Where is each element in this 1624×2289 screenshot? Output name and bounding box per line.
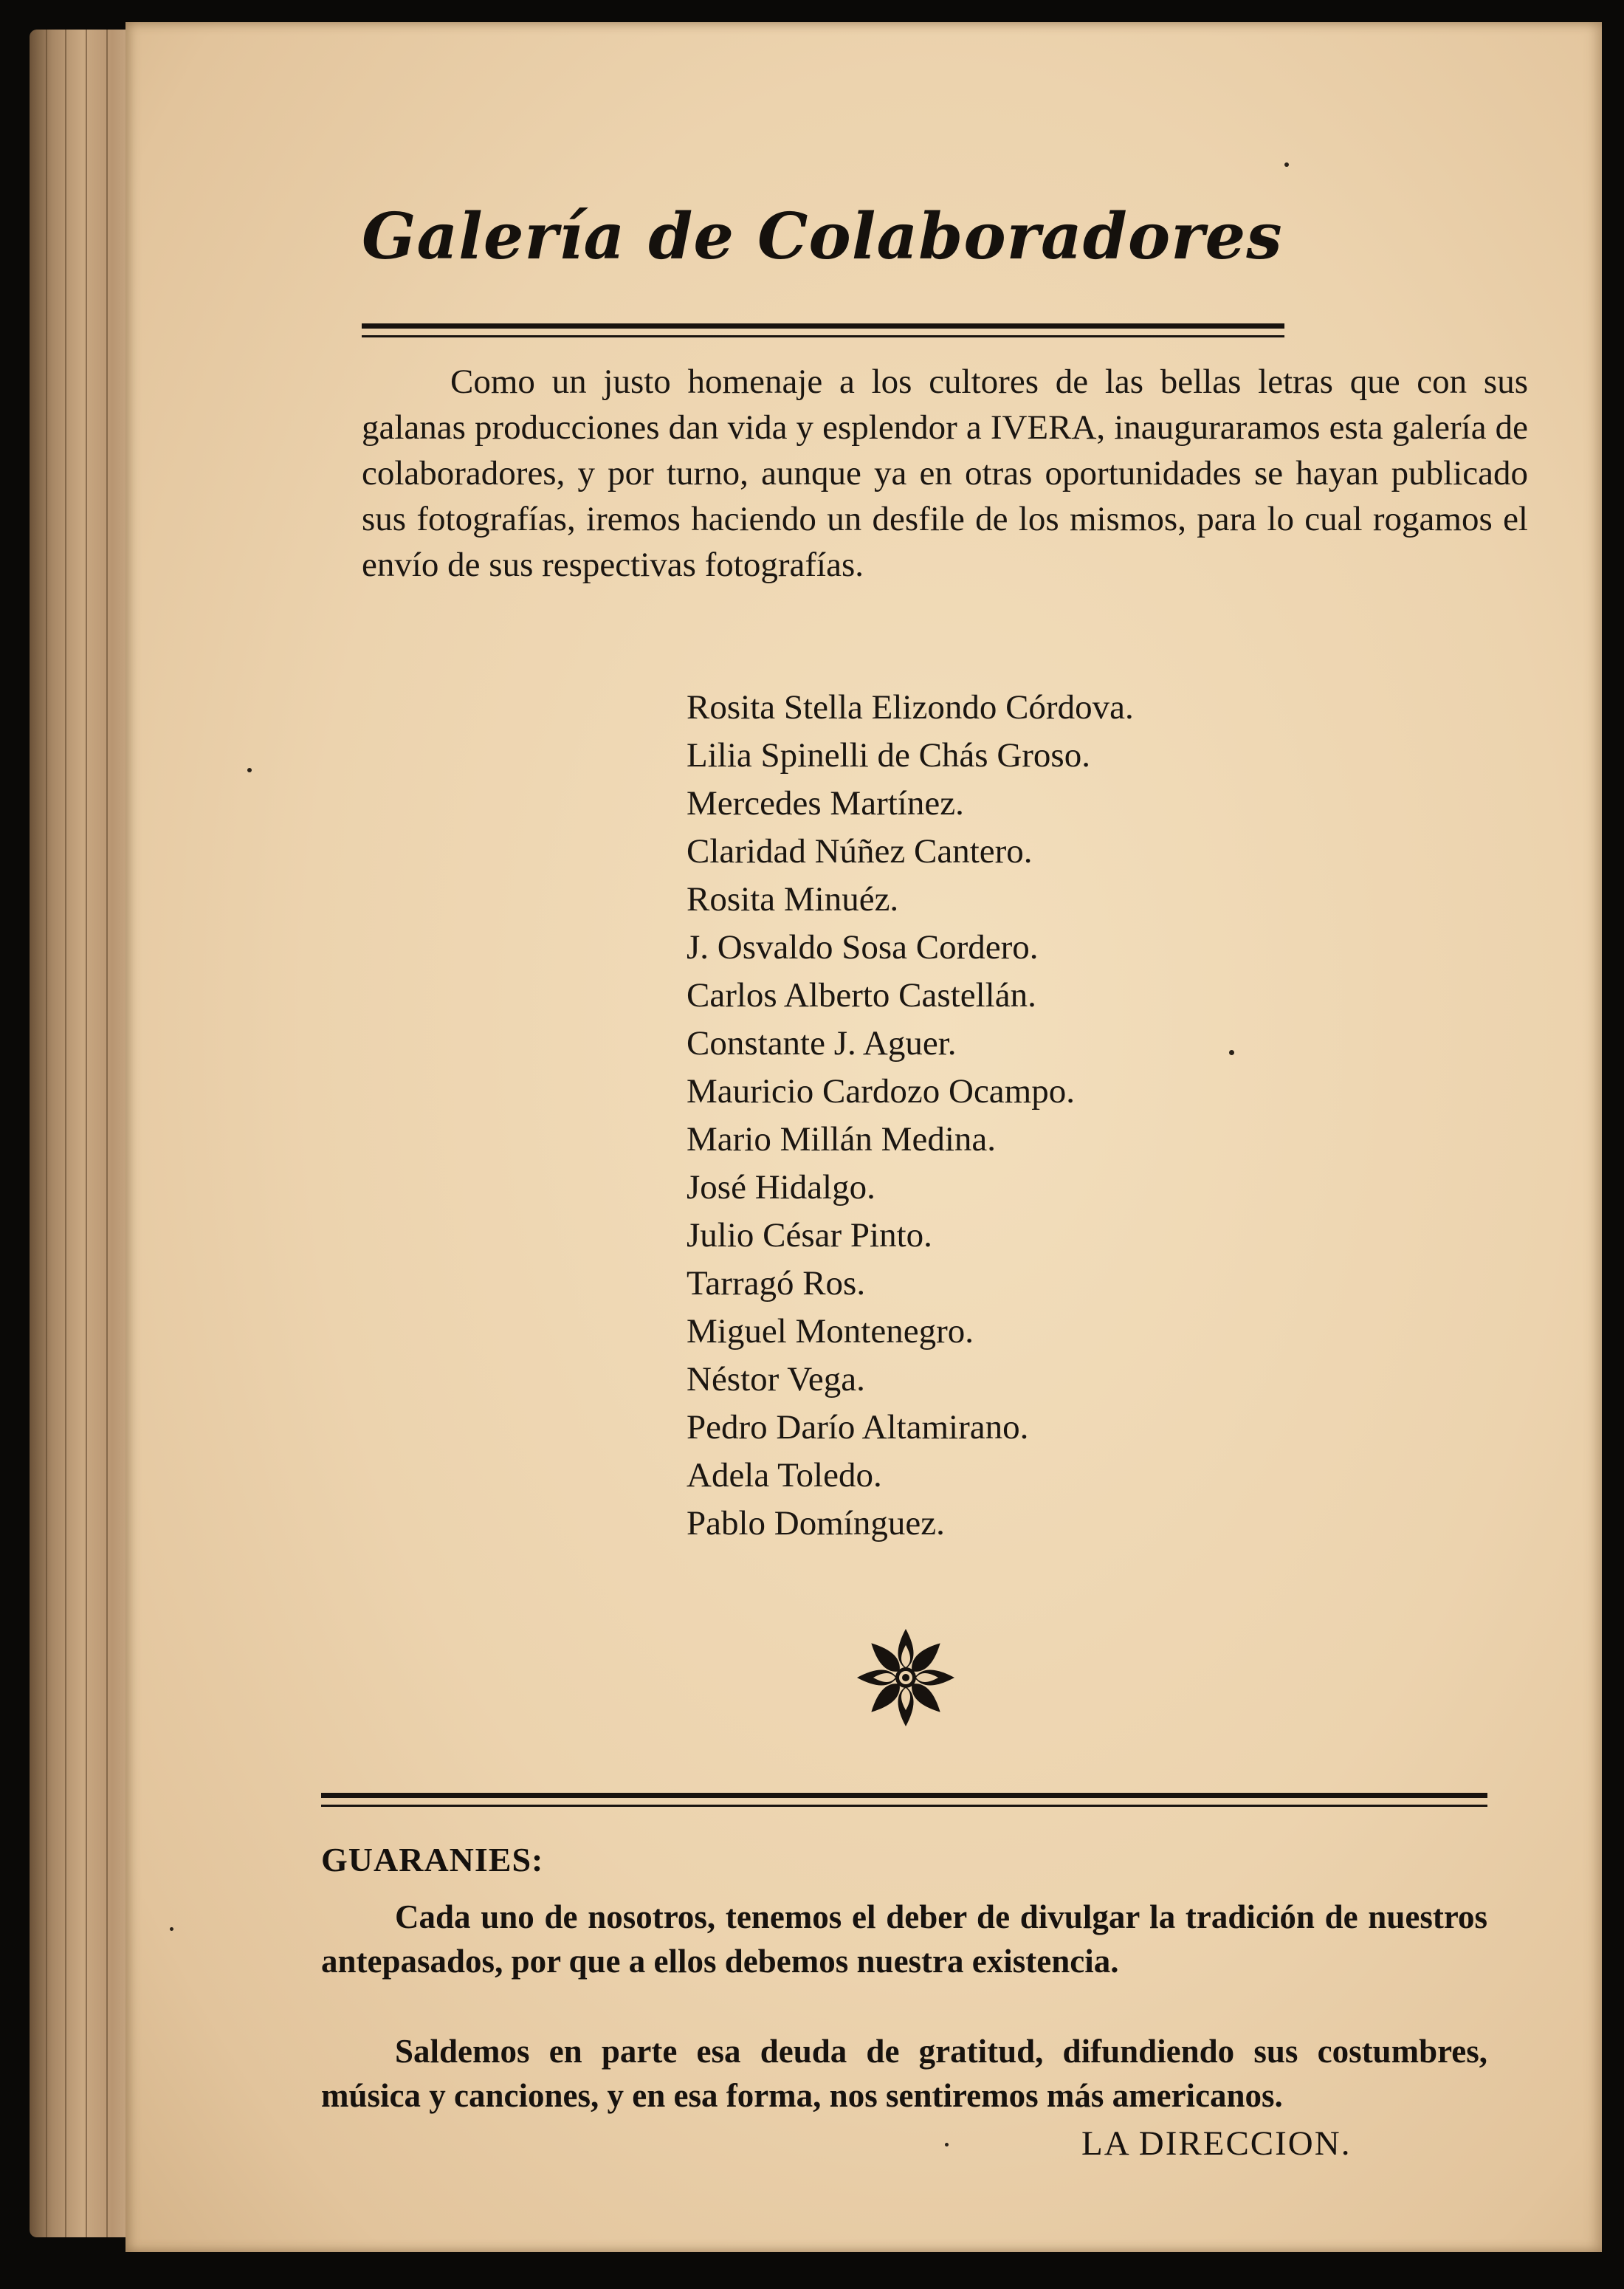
collaborator-name: Néstor Vega. [687,1360,865,1399]
paper-speck [1229,1050,1234,1055]
collaborator-name: José Hidalgo. [687,1168,875,1207]
paper-speck [1284,162,1289,167]
page-edge-line [86,30,87,2237]
title-rule-thin [362,335,1284,337]
collaborator-name: J. Osvaldo Sosa Cordero. [687,928,1039,967]
collaborator-name: Pedro Darío Altamirano. [687,1408,1029,1447]
page-title: Galería de Colaboradores [362,199,1283,274]
collaborator-name: Mauricio Cardozo Ocampo. [687,1072,1075,1111]
flower-ornament-icon [854,1626,957,1729]
collaborator-name: Rosita Stella Elizondo Córdova. [687,688,1134,727]
page-edge-line [46,30,47,2237]
paper-speck [247,768,252,772]
paper-speck [170,1927,173,1931]
notice-heading: GUARANIES: [321,1841,544,1878]
section-rule-thin [321,1805,1487,1807]
page-edge-line [106,30,108,2237]
title-rule-thick [362,323,1284,329]
collaborator-name: Pablo Domínguez. [687,1504,945,1542]
page-edge-line [65,30,66,2237]
collaborator-name: Adela Toledo. [687,1456,882,1494]
collaborator-name: Tarragó Ros. [687,1264,866,1303]
signature: LA DIRECCION. [1081,2124,1352,2163]
collaborator-name: Julio César Pinto. [687,1216,932,1255]
notice-paragraph-2: Saldemos en parte esa deuda de gratitud, difundiendo sus costumbres, música y canciones, y en esa forma, nos sentiremos más americanos. [321,2033,1487,2114]
collaborator-name: Mercedes Martínez. [687,784,964,823]
collaborator-name: Lilia Spinelli de Chás Groso. [687,736,1090,775]
collaborator-name: Mario Millán Medina. [687,1120,997,1159]
notice-paragraph-1: Cada uno de nosotros, tenemos el deber de divulgar la tradición de nuestros antepasados, por que a ellos debemos nuestra existencia. [321,1898,1487,1980]
intro-paragraph: Como un justo homenaje a los cultores de las bellas letras que con sus galanas producciones dan vida y esplendor a IVERA, inauguraramos esta galería de colaboradores, y por turno, aunque ya en otras oportunidades se hayan publicado sus fotografías, iremos haciendo un desfile de los mismos, para lo cual rogamos el envío de sus respectivas fotografías. [362,363,1528,584]
collaborator-name: Carlos Alberto Castellán. [687,976,1036,1015]
page-content [125,22,1602,2252]
collaborator-name: Rosita Minuéz. [687,880,899,919]
collaborator-name: Claridad Núñez Cantero. [687,832,1033,871]
paper-speck [945,2143,949,2146]
section-rule-thick [321,1793,1487,1798]
magazine-page [125,22,1602,2252]
collaborator-name: Miguel Montenegro. [687,1312,974,1351]
collaborators-list [687,684,1134,1548]
collaborator-name: Constante J. Aguer. [687,1024,957,1063]
